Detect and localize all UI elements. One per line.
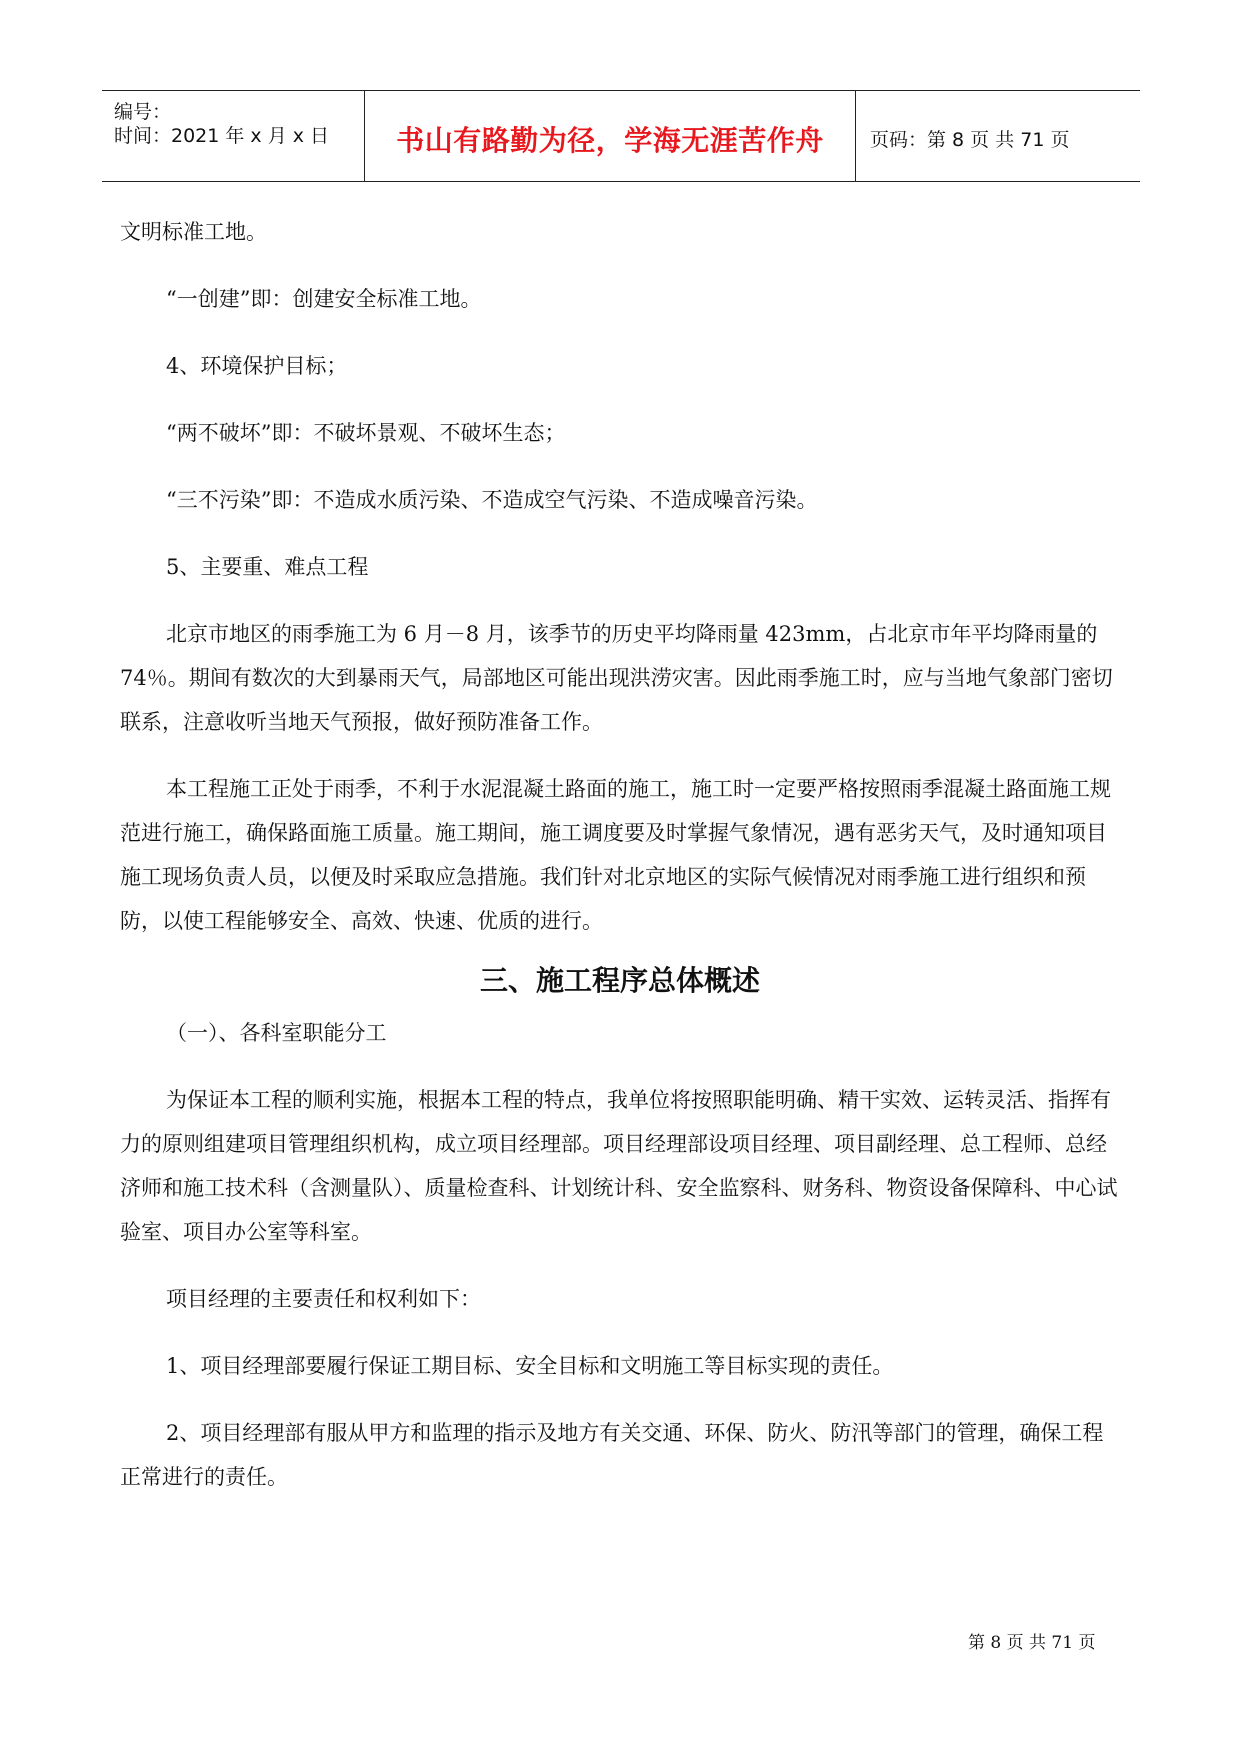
section-heading: 三、施工程序总体概述 xyxy=(479,964,760,997)
paragraph-3: 4、环境保护目标； xyxy=(166,354,348,378)
paragraph-13: 2、项目经理部有服从甲方和监理的指示及地方有关交通、环保、防火、防汛等部门的管理，确保工程正常进行的责任。 xyxy=(120,1421,1104,1489)
paragraph-5: “三不污染”即：不造成水质污染、不造成空气污染、不造成噪音污染。 xyxy=(166,488,818,512)
paragraph-2: “一创建”即：创建安全标准工地。 xyxy=(166,287,482,311)
paragraph-6: 5、主要重、难点工程 xyxy=(166,555,369,579)
header-motto-cell xyxy=(365,91,856,181)
subsection-title: （一）、各科室职能分工 xyxy=(166,1021,387,1045)
document-body xyxy=(120,210,1120,1499)
paragraph-12: 1、项目经理部要履行保证工期目标、安全目标和文明施工等目标实现的责任。 xyxy=(166,1354,894,1378)
page-header xyxy=(102,90,1140,182)
header-motto: 书山有路勤为径，学海无涯苦作舟 xyxy=(396,124,824,157)
paragraph-11: 项目经理的主要责任和权利如下： xyxy=(166,1287,481,1311)
document-number-label: 编号： xyxy=(114,101,172,123)
paragraph-8: 本工程施工正处于雨季，不利于水泥混凝土路面的施工，施工时一定要严格按照雨季混凝土路面施工规范进行施工，确保路面施工质量。施工期间，施工调度要及时掌握气象情况，遇有恶劣天气，及时通知项目施工现场负责人员，以便及时采取应急措施。我们针对北京地区的实际气候情况对雨季施工进行组织和预防，以使工程能够安全、高效、快速、优质的进行。 xyxy=(120,777,1111,933)
document-time-label: 时间：2021 年 x 月 x 日 xyxy=(114,125,330,147)
paragraph-1: 文明标准工地。 xyxy=(120,220,267,244)
paragraph-4: “两不破坏”即：不破坏景观、不破坏生态； xyxy=(166,421,566,445)
paragraph-7: 北京市地区的雨季施工为 6 月－8 月，该季节的历史平均降雨量 423mm，占北京市年平均降雨量的 74％。期间有数次的大到暴雨天气，局部地区可能出现洪涝灾害。因此雨季施工时，应与当地气象部门密切联系，注意收听当地天气预报，做好预防准备工作。 xyxy=(120,622,1113,734)
paragraph-10: 为保证本工程的顺利实施，根据本工程的特点，我单位将按照职能明确、精干实效、运转灵活、指挥有力的原则组建项目管理组织机构，成立项目经理部。项目经理部设项目经理、项目副经理、总工程师、总经济师和施工技术科（含测量队）、质量检查科、计划统计科、安全监察科、财务科、物资设备保障科、中心试验室、项目办公室等科室。 xyxy=(120,1088,1118,1244)
page-footer: 第 8 页 共 71 页 xyxy=(968,1633,1096,1653)
header-page-number: 页码：第 8 页 共 71 页 xyxy=(870,129,1070,151)
header-page-cell xyxy=(856,91,1140,181)
header-info-cell xyxy=(102,91,365,181)
